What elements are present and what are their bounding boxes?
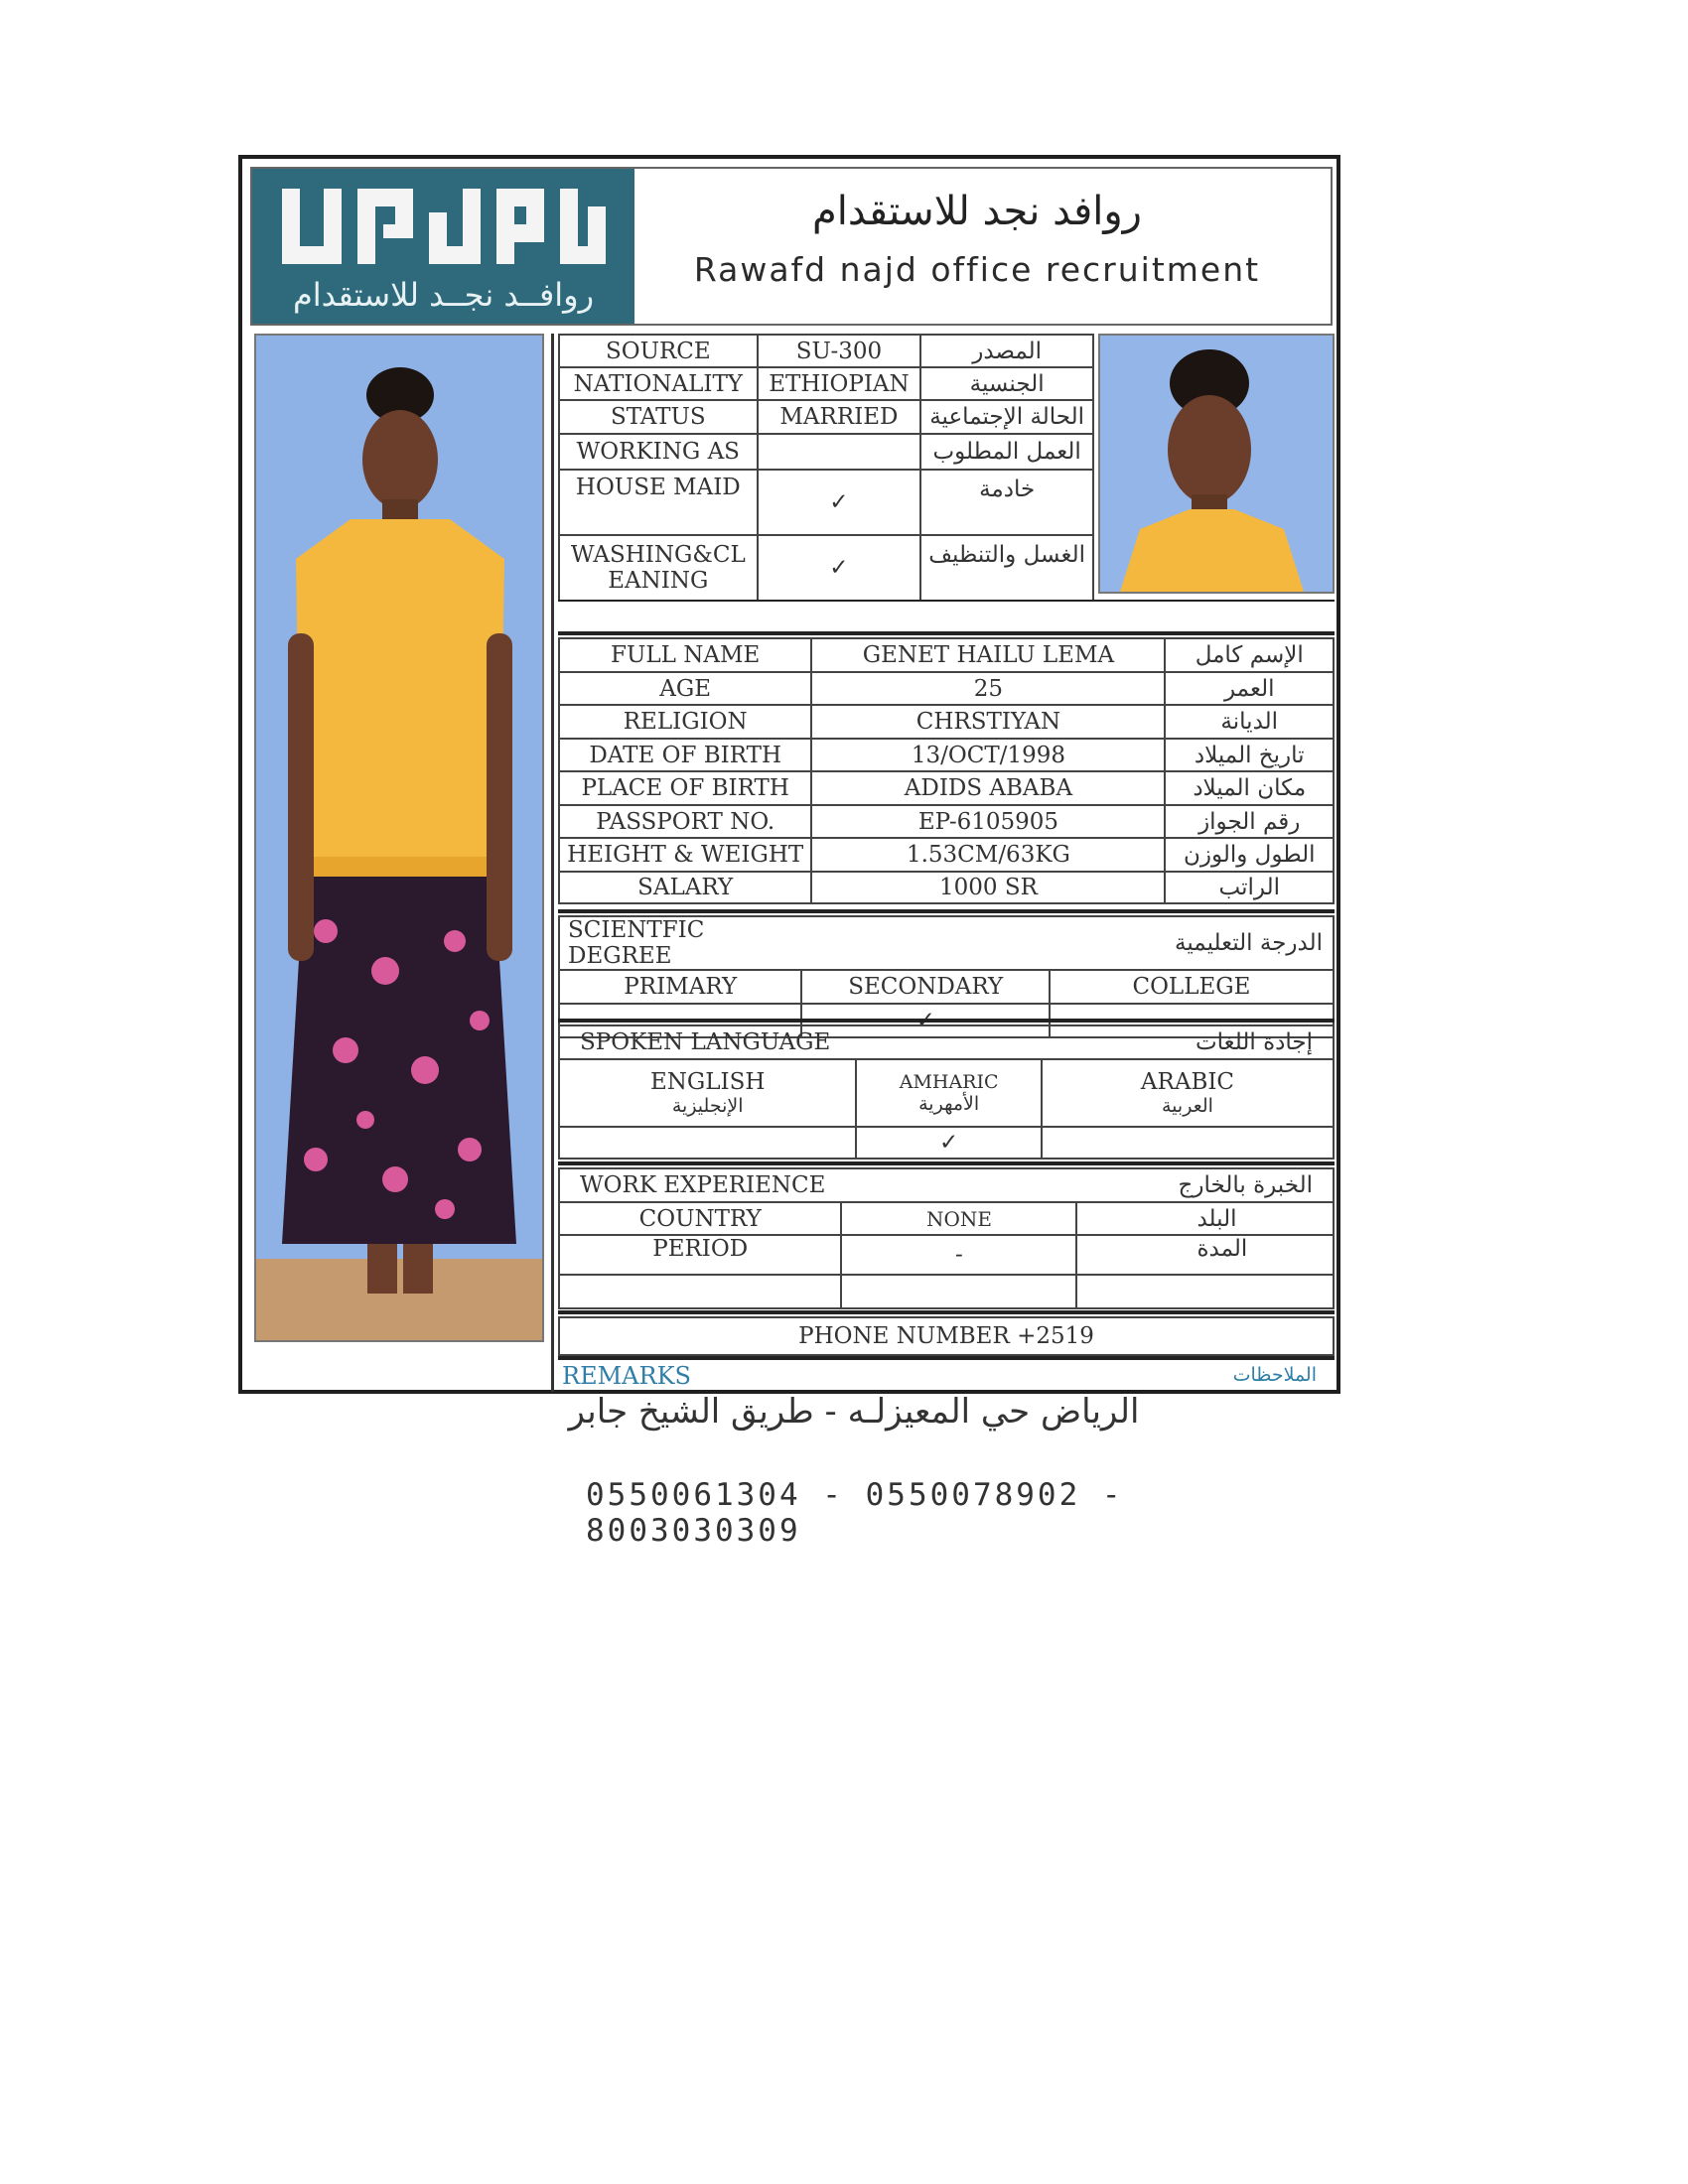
status-label-arabic: الحالة الإجتماعية: [920, 400, 1093, 434]
salary-label: SALARY: [559, 872, 811, 903]
person-portrait-icon: [1100, 336, 1333, 592]
age-label: AGE: [559, 672, 811, 705]
experience-table: [558, 1167, 1335, 1309]
country-label-arabic: البلد: [1076, 1202, 1334, 1235]
date-of-birth-label: DATE OF BIRTH: [559, 739, 811, 771]
row-place-of-birth: [559, 771, 1334, 805]
passport-no-value: EP-6105905: [811, 805, 1165, 838]
age-label-arabic: العمر: [1165, 672, 1334, 705]
washing-cleaning-line2: EANING: [608, 568, 709, 594]
portrait-photo: [1098, 334, 1335, 594]
row-status: [559, 400, 1093, 434]
degree-college: COLLEGE: [1050, 970, 1334, 1004]
source-label-arabic: المصدر: [920, 335, 1093, 367]
nationality-label-arabic: الجنسية: [920, 367, 1093, 400]
row-language-heading: [559, 1025, 1334, 1059]
remarks-label-arabic: الملاحظات: [1232, 1364, 1317, 1386]
degree-heading: SCIENTFIC DEGREE: [559, 916, 801, 970]
remarks-label: REMARKS: [562, 1362, 691, 1390]
language-english-ar: الإنجليزية: [671, 1095, 744, 1117]
degree-primary: PRIMARY: [559, 970, 801, 1004]
row-height-weight: [559, 838, 1334, 872]
phones-line-1: 0550061304 - 0550078902 -: [586, 1477, 1124, 1513]
house-maid-check: ✓: [758, 470, 921, 535]
washing-cleaning-label: [559, 535, 758, 601]
row-experience-blank: [559, 1275, 1334, 1308]
source-value: SU-300: [758, 335, 921, 367]
office-title-english: Rawafd najd office recruitment: [693, 250, 1261, 289]
experience-heading: WORK EXPERIENCE: [559, 1168, 841, 1202]
religion-value: CHRSTIYAN: [811, 705, 1165, 739]
row-age: [559, 672, 1334, 705]
remarks-row: [562, 1362, 1331, 1390]
place-of-birth-label-arabic: مكان الميلاد: [1165, 771, 1334, 805]
salary-value: 1000 SR: [811, 872, 1165, 903]
washing-cleaning-label-arabic: الغسل والتنظيف: [920, 535, 1093, 601]
row-salary: [559, 872, 1334, 903]
row-language-checks: [559, 1127, 1334, 1159]
working-as-label: WORKING AS: [559, 434, 758, 470]
office-logo: [252, 169, 634, 324]
degree-heading-arabic: الدرجة التعليمية: [1050, 916, 1334, 970]
row-degree-heading: [559, 916, 1334, 970]
kufic-logo-icon: [274, 183, 612, 268]
nationality-label: NATIONALITY: [559, 367, 758, 400]
status-label: STATUS: [559, 400, 758, 434]
office-phones: [586, 1477, 1124, 1549]
language-arabic: [1042, 1059, 1334, 1127]
language-table: [558, 1024, 1335, 1160]
row-working-as: [559, 434, 1093, 470]
personal-details-table: [558, 637, 1335, 904]
language-amharic-en: AMHARIC: [899, 1071, 999, 1093]
full-name-label-arabic: الإسم كامل: [1165, 638, 1334, 672]
full-name-value: GENET HAILU LEMA: [811, 638, 1165, 672]
place-of-birth-value: ADIDS ABABA: [811, 771, 1165, 805]
language-arabic-ar: العربية: [1162, 1095, 1213, 1117]
row-religion: [559, 705, 1334, 739]
height-weight-label-arabic: الطول والوزن: [1165, 838, 1334, 872]
contact-remarks-table: [558, 1316, 1335, 1356]
language-english-en: ENGLISH: [649, 1069, 766, 1095]
washing-cleaning-check: ✓: [758, 535, 921, 601]
basic-info-table: [558, 334, 1094, 602]
language-amharic: [856, 1059, 1042, 1127]
salary-label-arabic: الراتب: [1165, 872, 1334, 903]
language-english: [559, 1059, 856, 1127]
logo-arabic-text: روافــد نجــد للاستقدام: [292, 276, 595, 314]
country-label: COUNTRY: [559, 1202, 841, 1235]
row-date-of-birth: [559, 739, 1334, 771]
status-value: MARRIED: [758, 400, 921, 434]
row-experience-heading: [559, 1168, 1334, 1202]
source-label: SOURCE: [559, 335, 758, 367]
language-heading: SPOKEN LANGUAGE: [559, 1025, 856, 1059]
row-language-options: [559, 1059, 1334, 1127]
phones-line-2: 8003030309: [586, 1513, 801, 1549]
house-maid-label: HOUSE MAID: [559, 470, 758, 535]
passport-no-label-arabic: رقم الجواز: [1165, 805, 1334, 838]
height-weight-value: 1.53CM/63KG: [811, 838, 1165, 872]
full-name-label: FULL NAME: [559, 638, 811, 672]
person-full-photo-icon: [256, 336, 542, 1340]
religion-label-arabic: الديانة: [1165, 705, 1334, 739]
cv-sheet: [238, 155, 1340, 1394]
height-weight-label: HEIGHT & WEIGHT: [559, 838, 811, 872]
date-of-birth-label-arabic: تاريخ الميلاد: [1165, 739, 1334, 771]
place-of-birth-label: PLACE OF BIRTH: [559, 771, 811, 805]
office-title-arabic: روافد نجد للاستقدام: [812, 189, 1142, 234]
full-body-photo: [254, 334, 544, 1342]
period-label: PERIOD: [559, 1235, 841, 1275]
experience-heading-arabic: الخبرة بالخارج: [1076, 1168, 1334, 1202]
row-house-maid: [559, 470, 1093, 535]
age-value: 25: [811, 672, 1165, 705]
row-nationality: [559, 367, 1093, 400]
language-amharic-ar: الأمهرية: [918, 1093, 980, 1115]
working-as-label-arabic: العمل المطلوب: [920, 434, 1093, 470]
row-passport-no: [559, 805, 1334, 838]
row-washing-cleaning: [559, 535, 1093, 601]
country-value: NONE: [841, 1202, 1076, 1235]
row-phone: [559, 1317, 1334, 1355]
period-label-arabic: المدة: [1076, 1235, 1334, 1275]
date-of-birth-value: 13/OCT/1998: [811, 739, 1165, 771]
language-heading-arabic: إجادة اللغات: [1042, 1025, 1334, 1059]
washing-cleaning-line1: WASHING&CL: [570, 542, 746, 568]
phone-number: PHONE NUMBER +2519: [559, 1317, 1334, 1355]
row-country: [559, 1202, 1334, 1235]
house-maid-label-arabic: خادمة: [920, 470, 1093, 535]
passport-no-label: PASSPORT NO.: [559, 805, 811, 838]
column-divider: [551, 334, 554, 1392]
sheet-header: [250, 167, 1333, 326]
religion-label: RELIGION: [559, 705, 811, 739]
row-degree-options: [559, 970, 1334, 1004]
office-address: الرياض حي المعيزلـه - طريق الشيخ جابر: [568, 1392, 1140, 1432]
nationality-value: ETHIOPIAN: [758, 367, 921, 400]
degree-secondary: SECONDARY: [801, 970, 1049, 1004]
period-value: -: [841, 1235, 1076, 1275]
language-amharic-check: ✓: [856, 1127, 1042, 1159]
row-full-name: [559, 638, 1334, 672]
row-period: [559, 1235, 1334, 1275]
row-source: [559, 335, 1093, 367]
language-arabic-en: ARABIC: [1140, 1069, 1235, 1095]
